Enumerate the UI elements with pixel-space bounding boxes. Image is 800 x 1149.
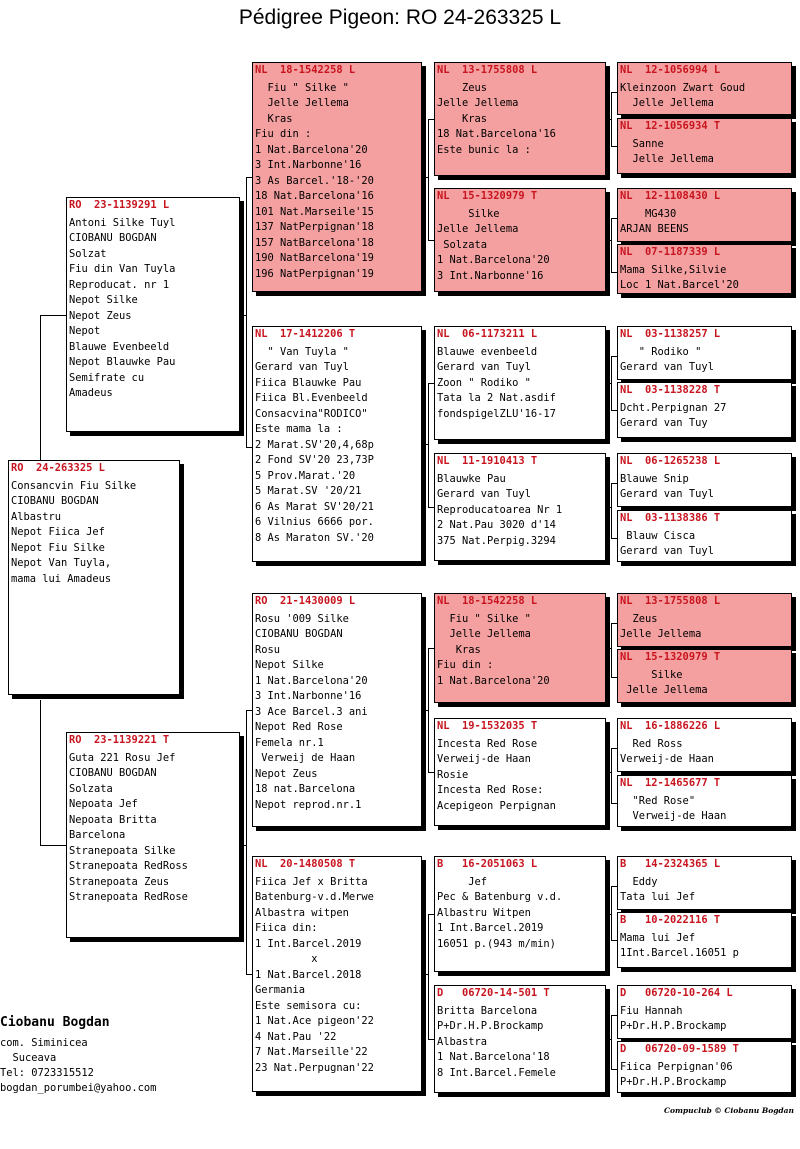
pigeon-info-line: Blauwke Pau <box>437 472 506 485</box>
ring-number: NL 19-1532035 T <box>437 720 538 732</box>
pigeon-info-line: Blauwe Evenbeeld <box>69 340 170 353</box>
pigeon-info-line: 18 Nat.Barcelona'16 <box>437 128 556 140</box>
great-grandparent-card[interactable] <box>434 593 606 703</box>
ring-number: RO 23-1139291 L <box>69 199 170 211</box>
breeder-line: Suceava <box>0 1052 57 1064</box>
great-great-grandparent-card[interactable] <box>617 453 792 507</box>
pigeon-info-line: Semifrate cu <box>69 371 145 384</box>
pigeon-info-line: Gerard van Tuyl <box>620 488 714 500</box>
connector-line <box>606 648 611 649</box>
pigeon-info-line: 6 Vilnius 6666 por. <box>255 516 374 528</box>
pigeon-info-line: Fiica Perpignan'06 <box>620 1060 733 1073</box>
connector-line <box>246 710 247 974</box>
great-grandparent-card[interactable] <box>434 62 606 176</box>
pigeon-info-line: 1 Int.Barcel.2019 <box>255 937 362 950</box>
pigeon-info-line: 101 Nat.Marseile'15 <box>255 205 374 218</box>
ring-number: NL 03-1138386 T <box>620 512 721 524</box>
pigeon-info-line: Guta 221 Rosu Jef <box>69 751 176 764</box>
pigeon-info-line: Fiica Jef x Britta <box>255 875 368 888</box>
pigeon-info-line: 137 NatPerpignan'18 <box>255 221 374 233</box>
connector-line <box>606 914 611 915</box>
pigeon-info-line: Jelle Jellema <box>620 97 714 109</box>
pigeon-info-line: 375 Nat.Perpig.3294 <box>437 534 556 547</box>
pigeon-info-line: Gerard van Tuyl <box>437 488 531 500</box>
pigeon-info-line: Jelle Jellema <box>437 223 519 235</box>
pigeon-info-line: 157 NatBarcelona'18 <box>255 236 374 249</box>
footer-credit: Compuclub © Ciobanu Bogdan <box>663 1106 794 1115</box>
great-great-grandparent-card[interactable] <box>617 856 792 910</box>
pigeon-info-line: Nepot <box>69 325 101 337</box>
ring-number: NL 03-1138228 T <box>620 384 721 396</box>
pigeon-info-line: 7 Nat.Marseille'22 <box>255 1046 368 1058</box>
pigeon-info-line: Gerard van Tuyl <box>620 545 714 557</box>
ring-number: D 06720-09-1589 T <box>620 1043 739 1055</box>
pigeon-info-line: " Van Tuyla " <box>255 345 349 358</box>
pigeon-info-line: Este semisora cu: <box>255 999 362 1012</box>
connector-line <box>422 974 428 975</box>
pigeon-info-line: Reproducatoarea Nr 1 <box>437 503 563 516</box>
pigeon-info-line: Blauwe evenbeeld <box>437 345 538 358</box>
ring-number: D 06720-10-264 L <box>620 987 733 999</box>
connector-line <box>611 623 612 677</box>
pigeon-info-line: Nepot Van Tuyla, <box>11 557 112 569</box>
pigeon-info-line: " Rodiko " <box>620 345 702 358</box>
great-grandparent-card[interactable] <box>434 188 606 292</box>
pigeon-info-line: Solzat <box>69 247 107 260</box>
connector-line <box>422 710 428 711</box>
pigeon-info-line: CIOBANU BOGDAN <box>11 495 99 507</box>
pigeon-info-line: 8 As Maraton SV.'20 <box>255 531 374 544</box>
great-great-grandparent-card[interactable] <box>617 985 792 1039</box>
great-great-grandparent-card[interactable] <box>617 188 792 242</box>
pigeon-info-line: Incesta Red Rose <box>437 737 538 750</box>
pigeon-info-line: P+Dr.H.P.Brockamp <box>437 1020 544 1032</box>
great-great-grandparent-card[interactable] <box>617 244 792 294</box>
connector-line <box>611 92 612 146</box>
pigeon-info-line: Germania <box>255 984 306 996</box>
pigeon-info-line: Albastru Witpen <box>437 906 531 919</box>
pigeon-info-line: Britta Barcelona <box>437 1004 538 1017</box>
pigeon-info-line: CIOBANU BOGDAN <box>255 628 343 640</box>
pigeon-info-line: Nepot Red Rose <box>255 721 343 733</box>
connector-line <box>428 119 429 240</box>
ring-number: NL 07-1187339 L <box>620 246 721 258</box>
pigeon-info-line: Stranepoata RedRoss <box>69 860 188 872</box>
great-great-grandparent-card[interactable] <box>617 62 792 115</box>
connector-line <box>606 507 611 508</box>
pigeon-info-line: Rosie <box>437 768 469 781</box>
connector-line <box>428 648 429 772</box>
pigeon-info-line: Consacvina"RODICO" <box>255 407 368 420</box>
pigeon-info-line: Fiu din Van Tuyla <box>69 263 176 275</box>
pigeon-info-line: Fiica Blauwke Pau <box>255 376 362 389</box>
grandparent-card[interactable] <box>252 326 422 562</box>
pigeon-info-line: Batenburg-v.d.Merwe <box>255 891 374 903</box>
pigeon-info-line: 1 Int.Barcel.2019 <box>437 922 544 934</box>
pigeon-info-line: Silke <box>437 207 500 220</box>
great-grandparent-card[interactable] <box>434 326 606 440</box>
breeder-info <box>0 1015 156 1096</box>
pigeon-info-line: Gerard van Tuyl <box>255 361 349 373</box>
great-great-grandparent-card[interactable] <box>617 593 792 647</box>
ring-number: NL 16-1886226 L <box>620 720 721 732</box>
great-great-grandparent-card[interactable] <box>617 718 792 772</box>
pigeon-info-line: Zoon " Rodiko " <box>437 376 531 389</box>
pigeon-info-line: Sanne <box>620 137 664 150</box>
ring-number: B 16-2051063 L <box>437 858 538 870</box>
connector-line <box>428 383 429 507</box>
pigeon-info-line: mama lui Amadeus <box>11 572 112 585</box>
grandparent-card[interactable] <box>252 62 422 292</box>
pigeon-info-line: Rosu <box>255 643 281 656</box>
pigeon-info-line: Nepoata Britta <box>69 813 157 826</box>
pigeon-info-line: 1 Nat.Barcelona'20 <box>255 674 368 687</box>
pigeon-info-line: Silke <box>620 668 683 681</box>
ring-number: NL 18-1542258 L <box>255 64 356 76</box>
pigeon-info-line: 1Int.Barcel.16051 p <box>620 947 739 959</box>
pigeon-info-line: Albastra <box>437 1035 488 1048</box>
breeder-line: com. Siminicea <box>0 1037 88 1049</box>
pigeon-info-line: Solzata <box>69 782 113 795</box>
pigeon-info-line: Solzata <box>437 238 488 251</box>
pigeon-info-line: Verweij-de Haan <box>620 753 714 765</box>
pigeon-info-line: Fiu " Silke " <box>437 612 531 625</box>
pigeon-info-line: Verweij de Haan <box>255 752 356 764</box>
pigeon-info-line: 18 Nat.Barcelona'16 <box>255 190 374 202</box>
pigeon-info-line: Nepoata Jef <box>69 798 138 810</box>
pigeon-info-line: P+Dr.H.P.Brockamp <box>620 1020 727 1032</box>
pigeon-info-line: Jef <box>437 875 488 888</box>
pigeon-info-line: P+Dr.H.P.Brockamp <box>620 1076 727 1088</box>
pigeon-info-line: Albastra witpen <box>255 906 349 919</box>
pigeon-info-line: 190 NatBarcelona'19 <box>255 252 374 264</box>
pigeon-info-line: Mama lui Jef <box>620 931 696 944</box>
pigeon-info-line: Jelle Jellema <box>437 97 519 109</box>
pigeon-info-line: Blauw Cisca <box>620 529 696 542</box>
pigeon-info-line: Jelle Jellema <box>255 97 349 109</box>
page-title: Pédigree Pigeon: RO 24-263325 L <box>238 6 562 29</box>
pigeon-info-line: 3 Ace Barcel.3 ani <box>255 705 368 718</box>
connector-line <box>611 356 612 410</box>
ring-number: NL 17-1412206 T <box>255 328 356 340</box>
pigeon-info-line: Jelle Jellema <box>437 628 531 640</box>
pigeon-info-line: Jelle Jellema <box>620 684 708 696</box>
pigeon-info-line: Este mama la : <box>255 423 343 435</box>
pigeon-info-line: Fiica din: <box>255 922 318 934</box>
pigeon-info-line: 6 As Marat SV'20/21 <box>255 500 374 513</box>
connector-line <box>428 914 429 1039</box>
great-great-grandparent-card[interactable] <box>617 510 792 562</box>
pigeon-info-line: 196 NatPerpignan'19 <box>255 267 374 280</box>
pigeon-info-line: 16051 p.(943 m/min) <box>437 937 556 950</box>
pigeon-info-line: Kras <box>255 112 293 125</box>
great-great-grandparent-card[interactable] <box>617 775 792 827</box>
ring-number: NL 03-1138257 L <box>620 328 721 340</box>
pigeon-info-line: 3 Int.Narbonne'16 <box>255 690 362 702</box>
pigeon-info-line: Incesta Red Rose: <box>437 784 544 796</box>
ring-number: NL 12-1056934 T <box>620 120 721 132</box>
pigeon-info-line: 2 Nat.Pau 3020 d'14 <box>437 519 556 531</box>
pigeon-info-line: 3 Int.Narbonne'16 <box>255 159 362 171</box>
pigeon-info-line: Loc 1 Nat.Barcel'20 <box>620 279 739 291</box>
pigeon-info-line: Acepigeon Perpignan <box>437 799 556 812</box>
connector-line <box>240 845 246 846</box>
pigeon-info-line: Nepot reprod.nr.1 <box>255 798 362 811</box>
pigeon-info-line: 1 Nat.Ace pigeon'22 <box>255 1015 374 1027</box>
pigeon-info-line: 1 Nat.Barcelona'18 <box>437 1051 550 1063</box>
pigeon-info-line: Nepot Zeus <box>69 309 132 322</box>
pigeon-info-line: Zeus <box>437 81 488 94</box>
breeder-name: Ciobanu Bogdan <box>0 1015 110 1030</box>
pigeon-info-line: Rosu '009 Silke <box>255 612 349 625</box>
pigeon-info-line: Reproducat. nr 1 <box>69 278 170 291</box>
pigeon-info-line: Barcelona <box>69 829 126 841</box>
connector-line <box>422 444 428 445</box>
pigeon-info-line: Nepot Silke <box>69 294 138 306</box>
pigeon-info-line: Fiu din : <box>255 128 312 140</box>
connector-line <box>40 845 66 846</box>
pigeon-info-line: Fiu din : <box>437 659 494 671</box>
breeder-email[interactable]: bogdan_porumbei@yahoo.com <box>0 1082 157 1094</box>
pigeon-info-line: CIOBANU BOGDAN <box>69 232 157 244</box>
pigeon-info-line: Stranepoata RedRose <box>69 891 188 903</box>
pigeon-info-line: MG430 <box>620 207 677 220</box>
pigeon-info-line: 1 Nat.Barcelona'20 <box>255 143 368 156</box>
pigeon-info-line: 2 Fond SV'20 23,73P <box>255 454 374 466</box>
ring-number: NL 06-1265238 L <box>620 455 721 467</box>
pigeon-info-line: Gerard van Tuyl <box>437 361 531 373</box>
pigeon-info-line: Gerard van Tuyl <box>620 361 714 373</box>
great-grandparent-card[interactable] <box>434 856 606 972</box>
connector-line <box>240 315 246 316</box>
grandparent-card[interactable] <box>252 593 422 827</box>
ring-number: NL 13-1755808 L <box>437 64 538 76</box>
ring-number: NL 13-1755808 L <box>620 595 721 607</box>
ring-number: D 06720-14-501 T <box>437 987 550 999</box>
connector-line <box>611 886 612 940</box>
pigeon-info-line: Jelle Jellema <box>620 153 714 165</box>
pigeon-info-line: Kras <box>437 112 488 125</box>
connector-line <box>611 748 612 803</box>
connector-line <box>606 119 611 120</box>
pigeon-info-line: ARJAN BEENS <box>620 223 689 235</box>
ring-number: RO 23-1139221 T <box>69 734 170 746</box>
ring-number: B 14-2324365 L <box>620 858 721 870</box>
ring-number: B 10-2022116 T <box>620 914 721 926</box>
pigeon-info-line: Albastru <box>11 510 62 523</box>
pigeon-info-line: Verweij-de Haan <box>437 753 531 765</box>
pigeon-info-line: 4 Nat.Pau '22 <box>255 1030 337 1043</box>
pigeon-info-line: 8 Int.Barcel.Femele <box>437 1066 556 1079</box>
pigeon-info-line: Fiu Hannah <box>620 1004 683 1017</box>
connector-line <box>606 383 611 384</box>
pigeon-info-line: fondspigelZLU'16-17 <box>437 407 556 420</box>
pigeon-info-line: Mama Silke,Silvie <box>620 263 727 276</box>
pigeon-info-line: Red Ross <box>620 737 683 750</box>
pigeon-info-line: Dcht.Perpignan 27 <box>620 401 727 414</box>
pigeon-info-line: 2 Marat.SV'20,4,68p <box>255 438 374 451</box>
pigeon-info-line: Nepot Silke <box>255 659 324 671</box>
pigeon-info-line: 5 Marat.SV '20/21 <box>255 485 362 497</box>
ring-number: NL 12-1465677 T <box>620 777 721 789</box>
great-grandparent-card[interactable] <box>434 453 606 561</box>
grandparent-card[interactable] <box>252 856 422 1092</box>
sire-card[interactable] <box>66 197 240 432</box>
connector-line <box>611 218 612 272</box>
great-great-grandparent-card[interactable] <box>617 382 792 438</box>
pigeon-info-line: Nepot Blauwke Pau <box>69 356 176 368</box>
pigeon-info-line: Pec & Batenburg v.d. <box>437 891 563 903</box>
ring-number: NL 15-1320979 T <box>437 190 538 202</box>
connector-line <box>611 483 612 538</box>
pigeon-info-line: Antoni Silke Tuyl <box>69 216 176 229</box>
connector-line <box>611 1015 612 1069</box>
great-great-grandparent-card[interactable] <box>617 118 792 174</box>
pigeon-info-line: CIOBANU BOGDAN <box>69 767 157 779</box>
ring-number: RO 21-1430009 L <box>255 595 356 607</box>
great-great-grandparent-card[interactable] <box>617 649 792 703</box>
connector-line <box>606 240 611 241</box>
pigeon-info-line: Tata la 2 Nat.asdif <box>437 392 556 404</box>
connector-line <box>422 177 428 178</box>
ring-number: NL 06-1173211 L <box>437 328 538 340</box>
pigeon-info-line: Jelle Jellema <box>620 628 702 640</box>
pigeon-info-line: Verweij-de Haan <box>620 810 727 822</box>
pigeon-info-line: 23 Nat.Perpugnan'22 <box>255 1061 374 1074</box>
pigeon-info-line: Tata lui Jef <box>620 891 696 903</box>
pigeon-info-line: 3 Int.Narbonne'16 <box>437 269 544 282</box>
ring-number: NL 12-1108430 L <box>620 190 721 202</box>
pigeon-info-line: Este bunic la : <box>437 143 531 156</box>
connector-line <box>40 700 41 845</box>
great-great-grandparent-card[interactable] <box>617 912 792 968</box>
connector-line <box>606 1039 611 1040</box>
pigeon-info-line: Eddy <box>620 875 658 888</box>
connector-line <box>40 315 66 316</box>
pigeon-info-line: Femela nr.1 <box>255 736 324 749</box>
ring-number: NL 20-1480508 T <box>255 858 356 870</box>
pigeon-info-line: Gerard van Tuy <box>620 417 708 429</box>
pigeon-info-line: 18 nat.Barcelona <box>255 783 356 795</box>
pigeon-info-line: 1 Nat.Barcelona'20 <box>437 254 550 266</box>
pigeon-info-line: "Red Rose" <box>620 794 696 807</box>
ring-number: RO 24-263325 L <box>11 462 105 474</box>
connector-line <box>40 315 41 460</box>
pigeon-info-line: 1 Nat.Barcel.2018 <box>255 968 362 981</box>
pigeon-info-line: Fiica Bl.Evenbeeld <box>255 392 368 404</box>
connector-line <box>606 772 611 773</box>
pigeon-info-line: x <box>255 953 318 965</box>
pigeon-info-line: Fiu " Silke " <box>255 81 349 94</box>
connector-line <box>246 177 247 447</box>
great-grandparent-card[interactable] <box>434 718 606 826</box>
pigeon-info-line: Stranepoata Silke <box>69 844 176 857</box>
subject-pigeon-card[interactable] <box>8 460 180 695</box>
pigeon-info-line: 5 Prov.Marat.'20 <box>255 469 356 482</box>
pigeon-info-line: Nepot Zeus <box>255 767 318 780</box>
great-great-grandparent-card[interactable] <box>617 1041 792 1093</box>
ring-number: NL 12-1056994 L <box>620 64 721 76</box>
ring-number: NL 15-1320979 T <box>620 651 721 663</box>
pigeon-info-line: Kras <box>437 643 481 656</box>
dam-card[interactable] <box>66 732 240 938</box>
pigeon-info-line: Stranepoata Zeus <box>69 875 170 888</box>
great-great-grandparent-card[interactable] <box>617 326 792 380</box>
pigeon-info-line: Kleinzoon Zwart Goud <box>620 81 746 94</box>
breeder-line: Tel: 0723315512 <box>0 1067 94 1079</box>
pigeon-info-line: Nepot Fiica Jef <box>11 526 105 538</box>
pigeon-info-line: Zeus <box>620 612 658 625</box>
pigeon-info-line: 3 As Barcel.'18-'20 <box>255 174 374 187</box>
ring-number: NL 18-1542258 L <box>437 595 538 607</box>
pigeon-info-line: Amadeus <box>69 387 113 399</box>
pigeon-info-line: Consancvin Fiu Silke <box>11 479 137 492</box>
great-grandparent-card[interactable] <box>434 985 606 1093</box>
pigeon-info-line: 1 Nat.Barcelona'20 <box>437 674 550 687</box>
pigeon-info-line: Blauwe Snip <box>620 472 689 485</box>
pigeon-info-line: Nepot Fiu Silke <box>11 541 105 554</box>
ring-number: NL 11-1910413 T <box>437 455 538 467</box>
